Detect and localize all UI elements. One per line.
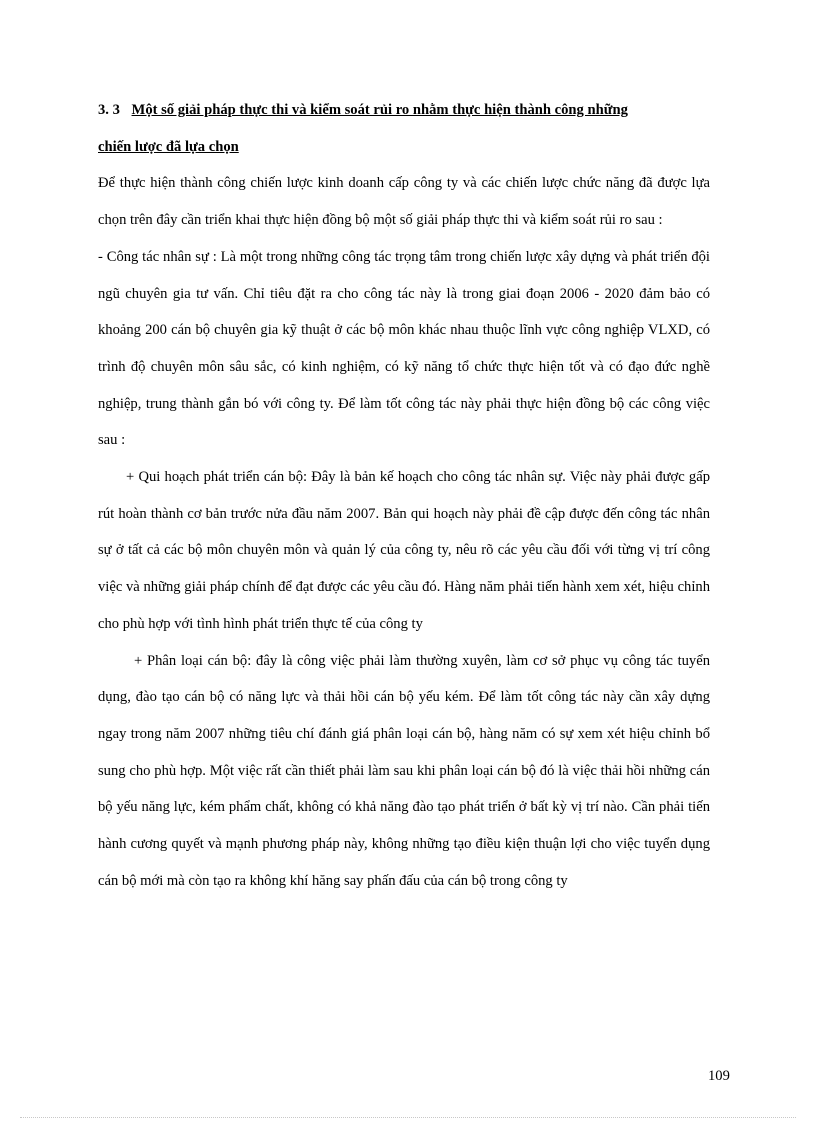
section-heading (98, 92, 710, 129)
planning-paragraph: + Qui hoạch phát triển cán bộ: Đây là bản kế hoạch cho công tác nhân sự. Việc này phải được gấp rút hoàn thành cơ bản trước nửa đầu năm 2007. Bản qui hoạch này phải đề cập được đến công tác nhân sự ở tất cả các bộ môn chuyên môn và quản lý của công ty, nêu rõ các yêu cầu đối với từng vị trí công việc và những giải pháp chính để đạt được các yêu cầu đó. Hàng năm phải tiến hành xem xét, hiệu chỉnh cho phù hợp với tình hình phát triển thực tế của công ty (98, 469, 710, 632)
intro-paragraph: Để thực hiện thành công chiến lược kinh doanh cấp công ty và các chiến lược chức năng đã được lựa chọn trên đây cần triển khai thực hiện đồng bộ một số giải pháp thực thi và kiểm soát rủi ro sau : (98, 175, 710, 229)
personnel-paragraph: - Công tác nhân sự : Là một trong những công tác trọng tâm trong chiến lược xây dựng và phát triển đội ngũ chuyên gia tư vấn. Chỉ tiêu đặt ra cho công tác này là trong giai đoạn 2006 - 2020 đảm bảo có khoảng 200 cán bộ chuyên gia kỹ thuật ở các bộ môn khác nhau thuộc lĩnh vực công nghiệp VLXD, có trình độ chuyên môn sâu sắc, có kinh nghiệm, có kỹ năng tổ chức thực hiện tốt và có đạo đức nghề nghiệp, trung thành gắn bó với công ty. Để làm tốt công tác này phải thực hiện đồng bộ các công việc sau : (98, 248, 710, 449)
section-number: 3. 3 (98, 102, 120, 118)
page-number: 109 (708, 1068, 730, 1084)
page-content (98, 92, 710, 899)
section-heading-continued (98, 129, 710, 166)
section-title-line-2: chiến lược đã lựa chọn (98, 138, 239, 155)
page-bottom-divider (20, 1117, 796, 1118)
classification-paragraph: + Phân loại cán bộ: đây là công việc phải làm thường xuyên, làm cơ sở phục vụ công tác tuyển dụng, đào tạo cán bộ có năng lực và thải hồi cán bộ yếu kém. Để làm tốt công tác này cần xây dựng ngay trong năm 2007 những tiêu chí đánh giá phân loại cán bộ, hàng năm có sự xem xét hiệu chỉnh bổ sung cho phù hợp. Một việc rất cần thiết phải làm sau khi phân loại cán bộ đó là việc thải hồi những cán bộ yếu năng lực, kém phẩm chất, không có khả năng đào tạo phát triển ở bất kỳ vị trí nào. Cần phải tiến hành cương quyết và mạnh phương pháp này, không những tạo điều kiện thuận lợi cho việc tuyển dụng cán bộ mới mà còn tạo ra không khí hăng say phấn đấu của cán bộ trong công ty (98, 652, 710, 889)
section-title-line-1: Một số giải pháp thực thi và kiểm soát rủi ro nhằm thực hiện thành công những (131, 102, 628, 118)
